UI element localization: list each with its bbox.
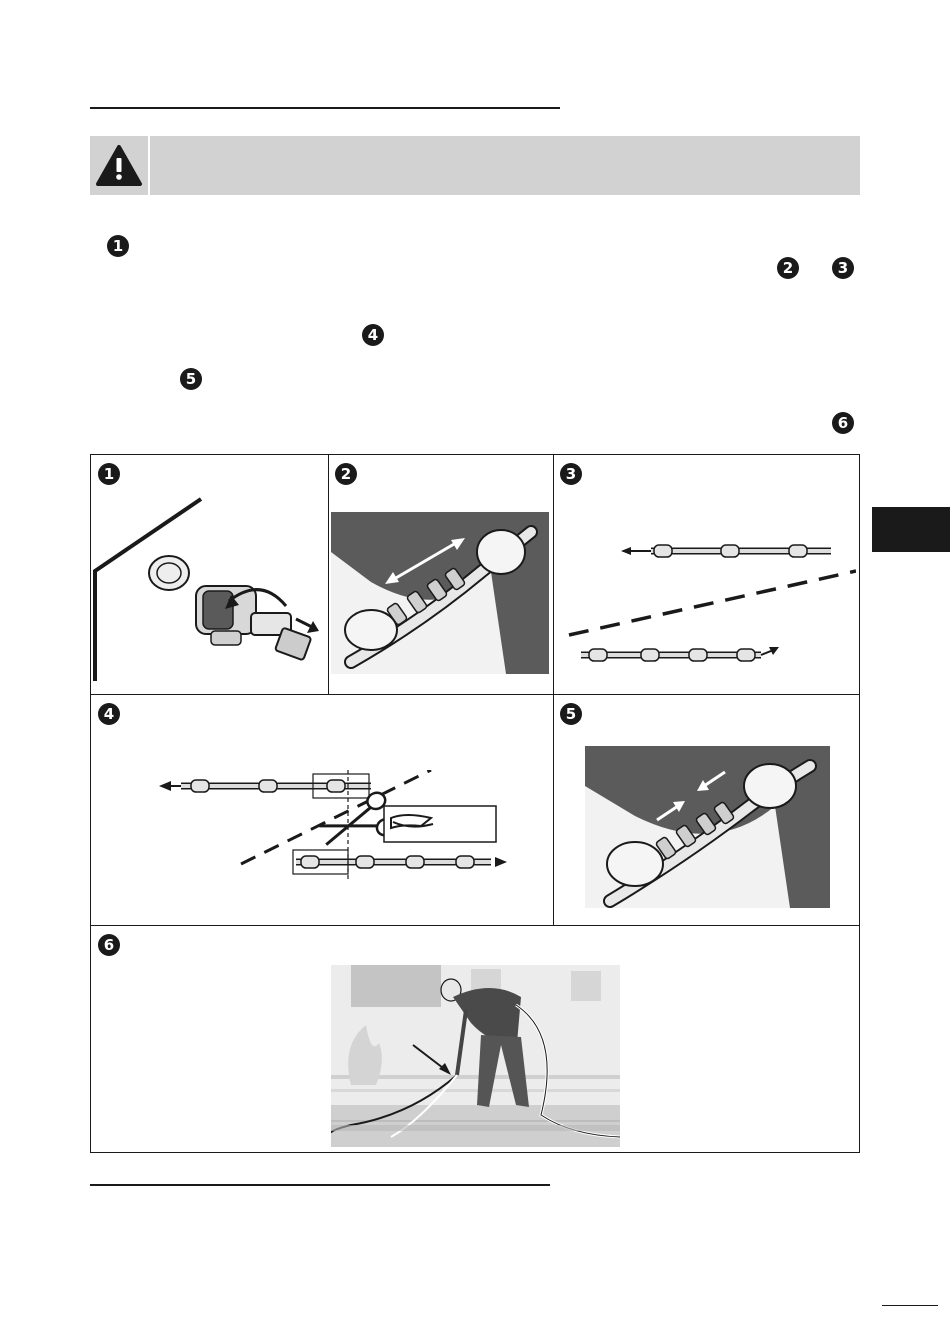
scissors-cut-hose-icon (151, 770, 521, 890)
panel-badge-3: 3 (560, 463, 582, 485)
panel-badge-1: 1 (98, 463, 120, 485)
hands-joining-hose-icon (585, 746, 830, 908)
grid-divider (91, 694, 859, 695)
illustration-grid (90, 454, 860, 1153)
grid-divider (553, 455, 554, 925)
panel-badge-2: 2 (335, 463, 357, 485)
hose-segments-icon (561, 525, 856, 675)
warning-divider (148, 136, 150, 195)
section-rule-bottom (90, 1184, 550, 1186)
faucet-connector-icon (91, 491, 328, 691)
step-badge-2: 2 (777, 257, 799, 279)
warning-triangle-icon (90, 136, 148, 195)
grid-divider (328, 455, 329, 694)
warning-bar (90, 136, 860, 195)
hands-pulling-hose-icon (331, 512, 549, 674)
step-badge-5: 5 (180, 368, 202, 390)
man-vacuuming-pool-icon (331, 965, 620, 1147)
page-number-rule (882, 1305, 938, 1306)
step-badge-6: 6 (832, 412, 854, 434)
step-badge-3: 3 (832, 257, 854, 279)
panel-badge-5: 5 (560, 703, 582, 725)
grid-divider (91, 925, 859, 926)
section-rule-top (90, 107, 560, 109)
step-badge-4: 4 (362, 324, 384, 346)
chapter-side-tab (872, 507, 950, 552)
step-badge-1: 1 (107, 235, 129, 257)
panel-badge-4: 4 (98, 703, 120, 725)
panel-badge-6: 6 (98, 934, 120, 956)
